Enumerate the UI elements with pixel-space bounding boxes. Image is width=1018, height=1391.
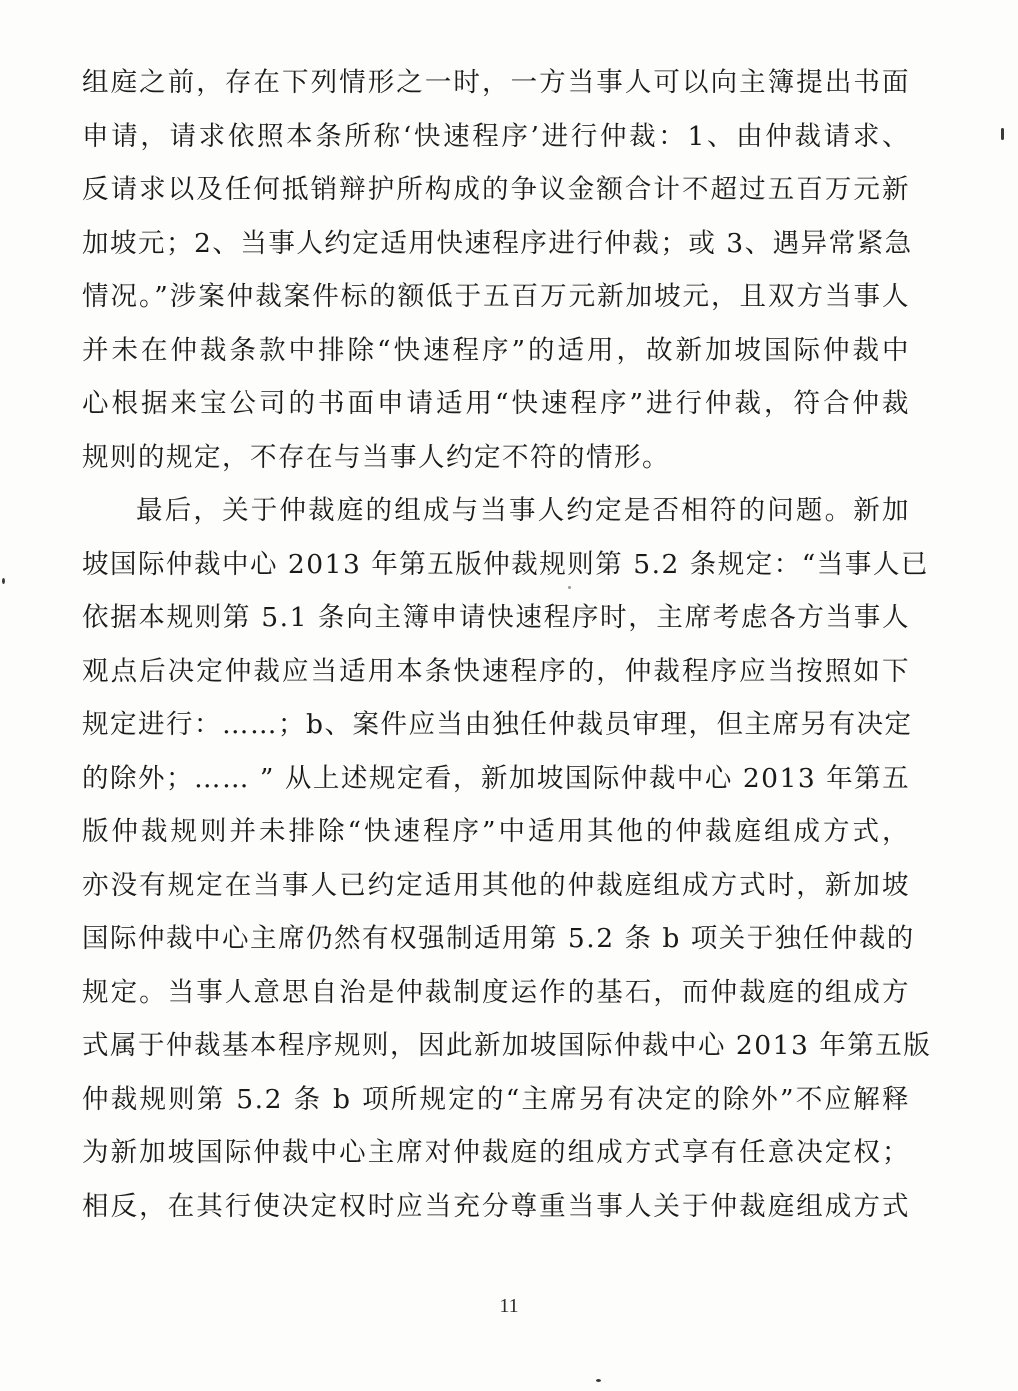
text-line: 观点后决定仲裁应当适用本条快速程序的，仲裁程序应当按照如下 bbox=[82, 655, 910, 687]
text-line: 并未在仲裁条款中排除“快速程序”的适用，故新加坡国际仲裁中 bbox=[82, 334, 910, 366]
scan-speck bbox=[2, 578, 5, 584]
text-line: 规则的规定，不存在与当事人约定不符的情形。 bbox=[82, 441, 670, 473]
paragraph-1 bbox=[82, 56, 913, 484]
scan-speck bbox=[596, 1379, 601, 1382]
page-number: 11 bbox=[499, 1295, 519, 1317]
text-line: 申请，请求依照本条所称‘快速程序’进行仲裁：1、由仲裁请求、 bbox=[82, 120, 910, 152]
text-line: 国际仲裁中心主席仍然有权强制适用第 5.2 条 b 项关于独任仲裁的 bbox=[82, 923, 915, 954]
text-line: 规定进行：……；b、案件应当由独任仲裁员审理，但主席另有决定 bbox=[82, 709, 913, 740]
text-line: 加坡元；2、当事人约定适用快速程序进行仲裁；或 3、遇异常紧急 bbox=[82, 227, 913, 259]
text-line: 的除外；…… ” 从上述规定看，新加坡国际仲裁中心 2013 年第五 bbox=[82, 762, 911, 794]
text-line: 仲裁规则第 5.2 条 b 项所规定的“主席另有决定的除外”不应解释 bbox=[82, 1083, 910, 1115]
text-line: 依据本规则第 5.1 条向主簿申请快速程序时，主席考虑各方当事人 bbox=[82, 602, 910, 633]
text-line: 心根据来宝公司的书面申请适用“快速程序”进行仲裁，符合仲裁 bbox=[82, 388, 910, 419]
document-body bbox=[82, 56, 932, 1233]
text-line: 式属于仲裁基本程序规则，因此新加坡国际仲裁中心 2013 年第五版 bbox=[82, 1030, 932, 1061]
text-line: 版仲裁规则并未排除“快速程序”中适用其他的仲裁庭组成方式， bbox=[82, 816, 910, 847]
text-line: 坡国际仲裁中心 2013 年第五版仲裁规则第 5.2 条规定：“当事人已 bbox=[82, 548, 929, 580]
scan-speck bbox=[1001, 128, 1004, 140]
text-line: 最后，关于仲裁庭的组成与当事人约定是否相符的问题。新加 bbox=[136, 495, 910, 526]
text-line: 情况。”涉案仲裁案件标的额低于五百万元新加坡元，且双方当事人 bbox=[82, 281, 910, 312]
text-line: 规定。当事人意思自治是仲裁制度运作的基石，而仲裁庭的组成方 bbox=[82, 976, 910, 1008]
text-line: 反请求以及任何抵销辩护所构成的争议金额合计不超过五百万元新 bbox=[82, 174, 910, 205]
text-line: 组庭之前，存在下列情形之一时，一方当事人可以向主簿提出书面 bbox=[82, 67, 910, 98]
scan-speck bbox=[568, 586, 571, 589]
text-line: 相反，在其行使决定权时应当充分尊重当事人关于仲裁庭组成方式 bbox=[82, 1190, 910, 1222]
paragraph-2 bbox=[82, 484, 932, 1233]
text-line: 为新加坡国际仲裁中心主席对仲裁庭的组成方式享有任意决定权； bbox=[82, 1137, 910, 1168]
text-line: 亦没有规定在当事人已约定适用其他的仲裁庭组成方式时，新加坡 bbox=[82, 869, 910, 901]
